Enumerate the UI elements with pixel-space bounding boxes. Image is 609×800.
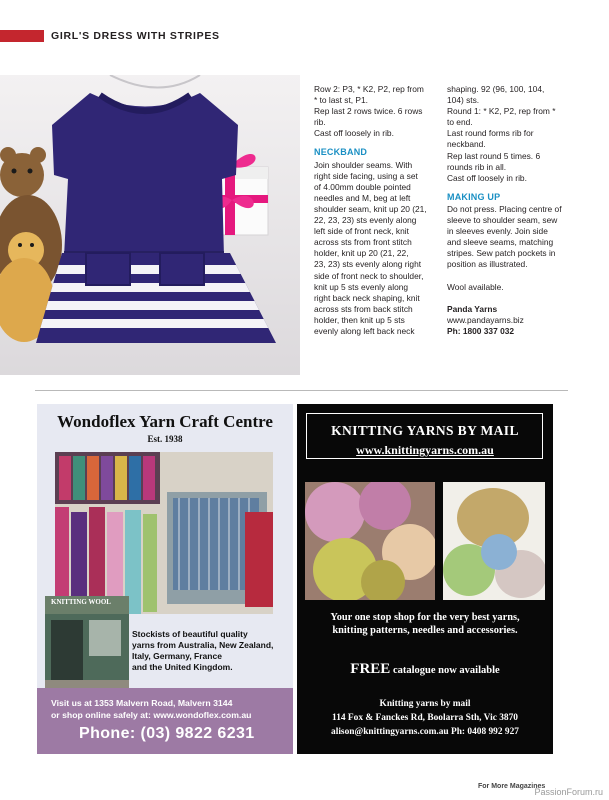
instructions-column-1 <box>314 84 439 337</box>
instruction-line: stripes. Sew patch pockets in <box>447 248 556 259</box>
instruction-line: shoulder seam, knit up 20 (21, <box>314 203 427 214</box>
stockists-line: and the United Kingdom. <box>132 662 233 672</box>
instruction-line: 22, 23, 23) sts evenly along <box>314 215 417 226</box>
instruction-line: knit up 5 sts evenly along <box>314 281 409 292</box>
visit-line: Visit us at 1353 Malvern Road, Malvern 3144 <box>51 698 233 708</box>
instruction-line: left side of front neck, knit <box>314 226 409 237</box>
instruction-line: needles and M, beg at left <box>314 192 411 203</box>
instruction-line: Round 1: * K2, P2, rep from * <box>447 106 556 117</box>
instruction-line: 23, 23) sts evenly along right <box>314 259 422 270</box>
instruction-line: side of front neck to shoulder, <box>314 270 424 281</box>
instruction-line: 104) sts. <box>447 95 480 106</box>
neckband-heading: NECKBAND <box>314 147 368 158</box>
instruction-line: and sleeve seams, matching <box>447 237 554 248</box>
instructions-column-2 <box>447 84 571 337</box>
knitted-dress-photo <box>0 75 300 375</box>
wondoflex-advertisement[interactable] <box>37 404 293 754</box>
stockists-line: yarns from Australia, New Zealand, <box>132 640 274 650</box>
ad-by-mail: Knitting yarns by mail <box>379 699 471 709</box>
instruction-line: to end. <box>447 117 473 128</box>
instruction-line: across sts from back stitch <box>314 303 413 314</box>
watermark: PassionForum.ru <box>534 787 603 797</box>
instruction-line: shaping. 92 (96, 100, 104, <box>447 84 545 94</box>
instruction-line: rib. <box>314 117 326 128</box>
section-tag-bar <box>0 30 44 42</box>
ad-address: 114 Fox & Fanckes Rd, Boolarra Sth, Vic 3870 <box>332 713 518 723</box>
instruction-line: * to last st, P1. <box>314 95 368 106</box>
instruction-line: of 4.00mm double pointed <box>314 181 411 192</box>
instruction-line: Cast off loosely in rib. <box>447 172 527 183</box>
instruction-line: across sts from front stitch <box>314 237 412 248</box>
wool-available-note: Wool available. <box>447 281 504 292</box>
ad-stockists-text <box>132 629 292 673</box>
yarn-balls-photo-left <box>305 482 435 600</box>
shop-front-photo <box>45 596 129 688</box>
ad-title: Wondoflex Yarn Craft Centre <box>57 412 273 431</box>
instruction-line: sleeve to shoulder seam, sew <box>447 215 558 226</box>
knitted-dress-illustration <box>0 75 300 375</box>
yarn-balls-photo-right <box>443 482 545 600</box>
ad-established: Est. 1938 <box>147 434 183 444</box>
instruction-line: position as illustrated. <box>447 259 528 270</box>
ad-free-catalogue <box>297 661 553 678</box>
page-title: GIRL'S DRESS WITH STRIPES <box>51 30 220 42</box>
ad-title: KNITTING YARNS BY MAIL <box>331 423 519 438</box>
instruction-line: Row 2: P3, * K2, P2, rep from <box>314 84 424 94</box>
instruction-line: evenly along left back neck <box>314 325 415 336</box>
stockists-line: Italy, Germany, France <box>132 651 222 661</box>
page-footer-label: For More Magazines <box>478 783 546 790</box>
free-rest: catalogue now available <box>390 665 500 676</box>
instruction-line: rounds rib in all. <box>447 161 507 172</box>
ad-contact[interactable]: alison@knittingyarns.com.au Ph: 0408 992 927 <box>331 727 519 737</box>
instruction-line: Do not press. Placing centre of <box>447 203 562 214</box>
instruction-line: neckband. <box>447 139 486 150</box>
supplier-name: Panda Yarns <box>447 303 498 314</box>
instruction-line: Rep last 2 rows twice. 6 rows <box>314 106 423 117</box>
instruction-line: Cast off loosely in rib. <box>314 128 394 139</box>
supplier-phone: Ph: 1800 337 032 <box>447 325 515 336</box>
ad-one-stop-text <box>305 611 545 637</box>
ad-phone: Phone: (03) 9822 6231 <box>79 725 255 742</box>
instruction-line: in sleeves evenly. Join side <box>447 226 548 237</box>
shop-sign-text: KNITTING WOOL <box>51 598 111 606</box>
supplier-url[interactable]: www.pandayarns.biz <box>447 314 524 325</box>
one-stop-line: knitting patterns, needles and accessories. <box>332 625 518 636</box>
instruction-line: holder, then knit up 5 sts <box>314 314 405 325</box>
stockists-line: Stockists of beautiful quality <box>132 629 248 639</box>
one-stop-line: Your one stop shop for the very best yarns, <box>330 612 520 623</box>
instruction-line: Join shoulder seams. With <box>314 159 413 170</box>
instruction-line: right side facing, using a set <box>314 170 418 181</box>
free-word: FREE <box>350 661 391 677</box>
ad-website-link[interactable]: www.knittingyarns.com.au <box>356 443 494 457</box>
instruction-line: holder, knit up 20 (21, 22, <box>314 248 409 259</box>
instruction-line: Last round forms rib for <box>447 128 534 139</box>
yarn-shop-photo <box>55 452 273 614</box>
visit-line[interactable]: or shop online safely at: www.wondoflex.com.au <box>51 709 252 720</box>
instruction-line: Rep last round 5 times. 6 <box>447 150 541 161</box>
making-up-heading: MAKING UP <box>447 191 501 202</box>
section-divider <box>35 390 568 391</box>
knitting-yarns-by-mail-advertisement[interactable] <box>297 404 553 754</box>
ad-visit-text <box>51 698 291 721</box>
instruction-line: right back neck shaping, knit <box>314 292 420 303</box>
